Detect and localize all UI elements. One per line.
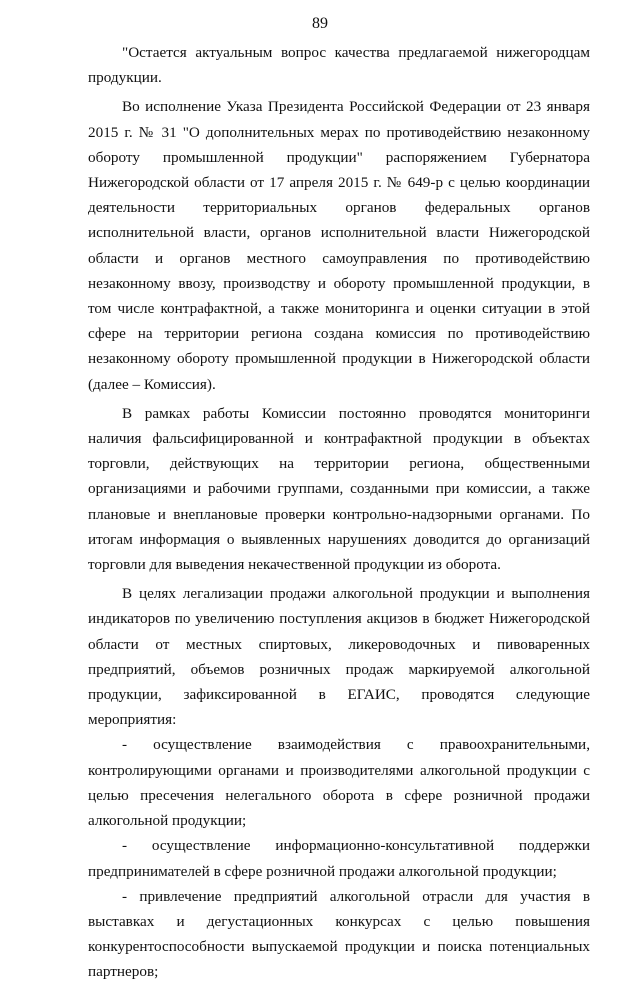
list-item-exhibitions: - привлечение предприятий алкогольной отрасли для участия в выставках и дегустационных конкурсах с целью повышения конкурентоспособности выпускаемой продукции и поиска потенциальных партнеров;: [88, 887, 590, 981]
paragraph-alcohol-legalization: В целях легализации продажи алкогольной продукции и выполнения индикаторов по увеличению поступления акцизов в бюджет Нижегородской области от местных спиртовых, ликероводочных и пивоваренных предприятий, объемов розничных продаж маркируемой алкогольной продукции, зафиксированной в ЕГАИС, проводятся следующие мероприятия:: [88, 585, 590, 729]
list-item-interaction: - осуществление взаимодействия с правоохранительными, контролирующими органами и производителями алкогольной продукции с целью пресечения нелегального оборота в сфере розничной продажи алкогольной продукции;: [88, 736, 590, 830]
paragraph-commission-creation: Во исполнение Указа Президента Российской Федерации от 23 января 2015 г. № 31 "О дополнительных мерах по противодействию незаконному обороту промышленной продукции" распоряжением Губернатора Нижегородской области от 17 апреля 2015 г. № 649-р с целью координации деятельности территориальных органов федеральных органов исполнительной власти, органов исполнительной власти Нижегородской области и органов местного самоуправления по противодействию незаконному ввозу, производству и обороту промышленной продукции, в том числе контрафактной, а также мониторинга и оценки ситуации в этой сфере на территории региона создана комиссия по противодействию незаконному обороту промышленной продукции в Нижегородской области (далее – Комиссия).: [88, 98, 590, 393]
paragraph-quality-issue: "Остается актуальным вопрос качества предлагаемой нижегородцам продукции.: [88, 44, 590, 87]
document-body: [88, 40, 590, 985]
list-item-consulting-support: - осуществление информационно-консультативной поддержки предпринимателей в сфере розничной продажи алкогольной продукции;: [88, 837, 590, 880]
paragraph-monitoring: В рамках работы Комиссии постоянно проводятся мониторинги наличия фальсифицированной и контрафактной продукции в объектах торговли, действующих на территории региона, общественными организациями и рабочими группами, созданными при комиссии, а также плановые и внеплановые проверки контрольно-надзорными органами. По итогам информация о выявленных нарушениях доводится до организаций торговли для выведения некачественной продукции из оборота.: [88, 404, 590, 574]
page-number: 89: [312, 15, 328, 32]
